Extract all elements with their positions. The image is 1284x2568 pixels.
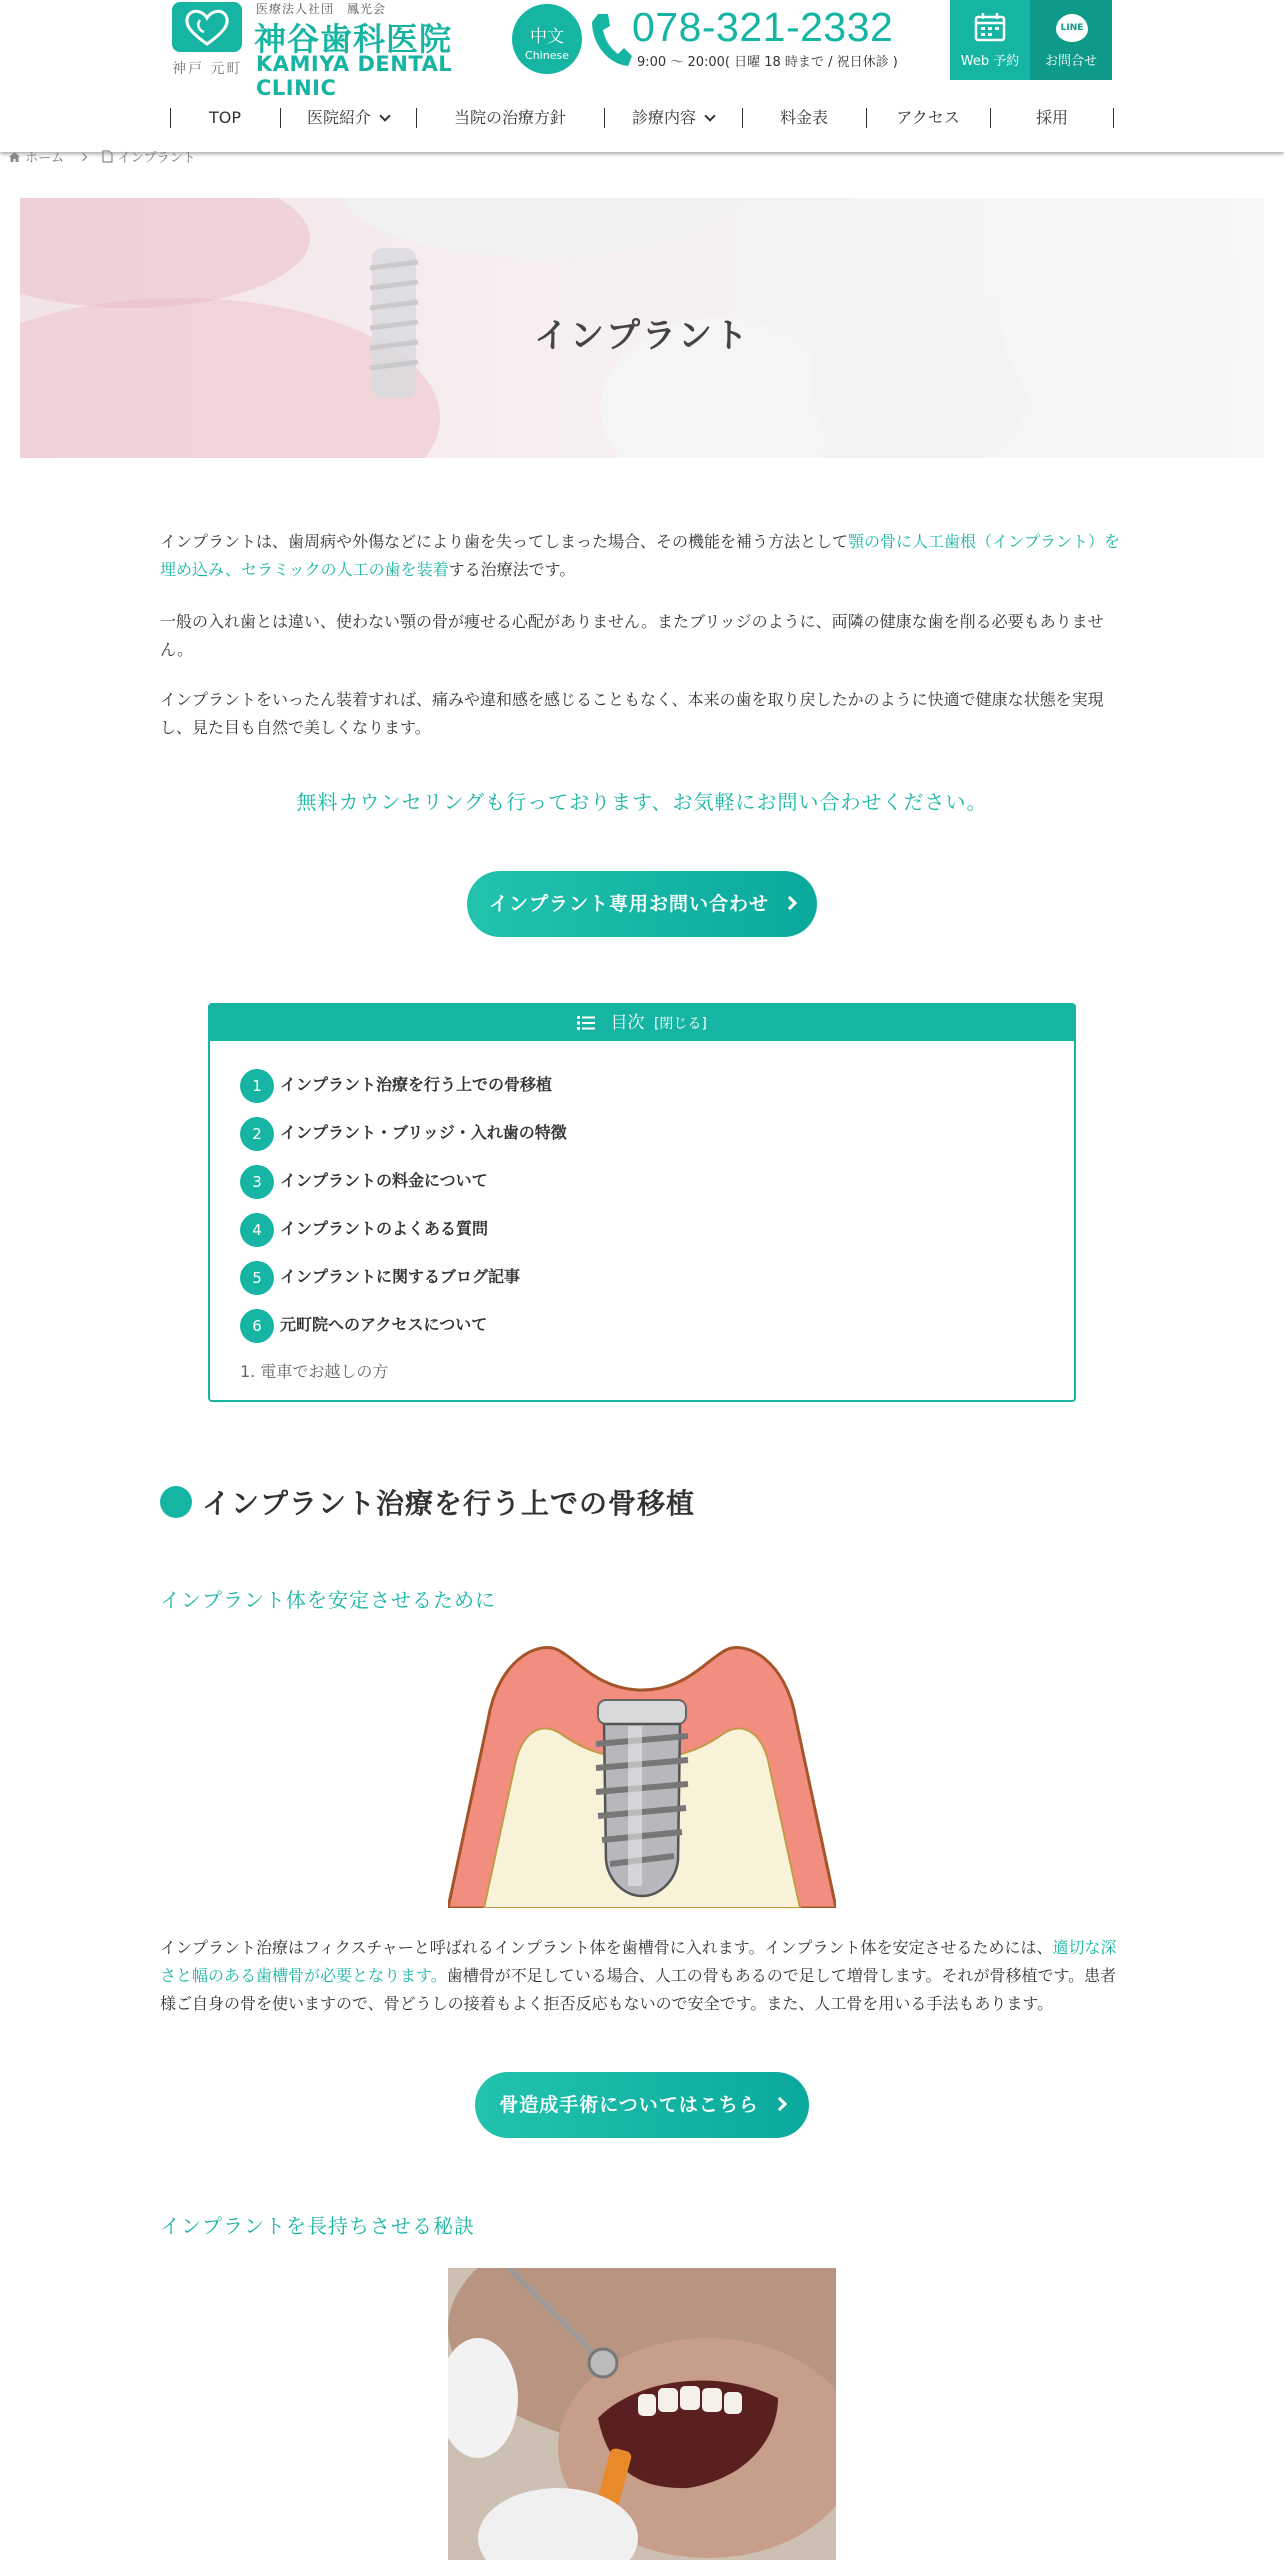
toc-item-number: 3 — [240, 1165, 274, 1199]
nav-recruit[interactable]: 採用 — [1035, 108, 1068, 127]
nav-policy[interactable]: 当院の治療方針 — [453, 108, 566, 127]
phone-icon — [588, 10, 632, 70]
implant-illustration — [448, 1640, 836, 1908]
bone-graft-text-end: 歯槽骨が不足している場合、人工の骨もあるので足して増骨します。それが骨移植です。患者様ご自身の骨を使いますので、骨どうしの接着もよく拒否反応もないので安全です。また、人工骨を用いる手法もあります。 — [160, 1966, 1117, 2013]
bone-augmentation-label: 骨造成手術についてはこちら — [499, 2094, 759, 2116]
nav-services-label: 診療内容 — [631, 108, 696, 127]
free-counseling-text: 無料カウンセリングも行っております、お気軽にお問い合わせください。 — [296, 790, 988, 814]
page-title: インプラント — [534, 316, 750, 356]
toc-item-label: 元町院へのアクセスについて — [280, 1315, 488, 1334]
nav-access[interactable]: アクセス — [896, 108, 960, 127]
nav-prices[interactable]: 料金表 — [779, 108, 828, 127]
breadcrumb — [8, 147, 196, 166]
toc-item[interactable] — [240, 1163, 488, 1199]
web-reservation-label: Web 予約 — [960, 54, 1020, 69]
nav-divider — [1113, 108, 1114, 128]
breadcrumb-current: インプラント — [117, 151, 196, 166]
toc-item-label: インプラント・ブリッジ・入れ歯の特徴 — [280, 1123, 567, 1142]
site-header — [0, 0, 1284, 152]
toc-item[interactable] — [240, 1211, 488, 1247]
intro-p1-text: インプラントは、歯周病や外傷などにより歯を失ってしまった場合、その機能を補う方法として — [160, 532, 849, 551]
bone-graft-paragraph — [160, 1934, 1124, 2018]
bone-graft-paragraph-wrap — [160, 1934, 1124, 2018]
chevron-right-icon — [773, 2097, 787, 2111]
section-heading-text: インプラント治療を行う上での骨移植 — [202, 1487, 696, 1520]
toc-item-label: インプラントの料金について — [280, 1171, 488, 1190]
toc-toggle[interactable]: [閉じる] — [653, 1016, 707, 1032]
nav-top[interactable]: TOP — [208, 108, 241, 127]
breadcrumb-chevron-icon — [79, 152, 87, 160]
toc-sub-item[interactable]: 1. 電車でお越しの方 — [240, 1362, 389, 1381]
chevron-right-icon — [783, 896, 797, 910]
heart-tooth-icon — [172, 2, 242, 52]
hero-banner — [20, 198, 1264, 458]
chinese-sublabel: Chinese — [525, 49, 569, 62]
clinic-logo[interactable] — [170, 0, 470, 100]
nav-about[interactable] — [280, 104, 416, 132]
subheading-stabilize: インプラント体を安定させるために — [160, 1588, 496, 1612]
intro-p1-text-end: する治療法です。 — [448, 560, 576, 579]
toc-item[interactable] — [240, 1259, 520, 1295]
bone-augmentation-button[interactable] — [475, 2072, 809, 2138]
intro-paragraph-3-wrap — [160, 686, 1124, 742]
toc-item-number: 6 — [240, 1309, 274, 1343]
nav-services[interactable] — [604, 104, 742, 132]
home-icon — [8, 151, 21, 163]
toc-header — [210, 1005, 1074, 1041]
main-nav — [170, 104, 1114, 132]
chevron-down-icon — [704, 110, 715, 121]
phone-number[interactable]: 078-321-2332 — [632, 4, 894, 50]
chevron-down-icon — [379, 110, 390, 121]
clinic-name-jp: 神谷歯科医院 — [254, 20, 453, 58]
toc-item-number: 4 — [240, 1213, 274, 1247]
nav-about-label: 医院紹介 — [306, 108, 371, 127]
dental-checkup-photo — [448, 2268, 836, 2560]
breadcrumb-home[interactable]: ホーム — [25, 151, 65, 166]
line-contact-label: お問合せ — [1044, 54, 1097, 69]
implant-inquiry-label: インプラント専用お問い合わせ — [488, 893, 769, 915]
chinese-language-button[interactable] — [512, 4, 582, 74]
toc-item-number: 1 — [240, 1069, 274, 1103]
toc-item[interactable] — [240, 1307, 487, 1343]
bone-graft-text: インプラント治療はフィクスチャーと呼ばれるインプラント体を歯槽骨に入れます。インプラント体を安定させるためには、 — [160, 1938, 1053, 1957]
toc-item-number: 5 — [240, 1261, 274, 1295]
line-contact-button[interactable] — [1030, 0, 1112, 80]
subheading-longevity: インプラントを長持ちさせる秘訣 — [160, 2214, 475, 2238]
intro-paragraph-2: 一般の入れ歯とは違い、使わない顎の骨が痩せる心配がありません。またブリッジのように、両隣の健康な歯を削る必要もありません。 — [160, 612, 1104, 659]
implant-inquiry-button[interactable] — [467, 871, 817, 937]
toc-item-label: インプラントに関するブログ記事 — [280, 1267, 521, 1286]
intro-paragraph-1 — [160, 528, 1124, 584]
web-reservation-button[interactable] — [950, 0, 1030, 80]
intro-paragraph-3: インプラントをいったん装着すれば、痛みや違和感を感じることもなく、本来の歯を取り戻したかのように快適で健康な状態を実現し、見た目も自然で美しくなります。 — [160, 690, 1104, 737]
heading-bullet-icon — [160, 1486, 192, 1518]
intro-paragraph-2-wrap — [160, 608, 1124, 664]
toc-title: 目次 — [610, 1013, 645, 1033]
chinese-label: 中文 — [530, 27, 564, 47]
table-of-contents — [208, 1003, 1076, 1402]
corp-name: 医療法人社団 鳳光会 — [256, 2, 387, 16]
toc-item-label: インプラントのよくある質問 — [280, 1219, 489, 1238]
section-heading-bone-graft — [160, 1482, 695, 1522]
calendar-icon — [974, 12, 1006, 42]
line-icon: LINE — [1056, 14, 1088, 42]
clinic-name-en: KAMIYA DENTAL CLINIC — [256, 52, 453, 100]
list-icon — [577, 1015, 595, 1031]
page-icon — [102, 150, 113, 163]
toc-item[interactable] — [240, 1067, 552, 1103]
toc-item[interactable] — [240, 1115, 567, 1151]
business-hours: 9:00 〜 20:00( 日曜 18 時まで / 祝日休診 ) — [637, 55, 898, 70]
toc-item-number: 2 — [240, 1117, 274, 1151]
toc-item-label: インプラント治療を行う上での骨移植 — [280, 1075, 553, 1094]
intro-p1-highlight: 顎の骨に人工歯根（インプラント）を埋め込み、セラミックの人工の歯を装着 — [160, 532, 1121, 579]
intro-section — [160, 528, 1124, 584]
bone-graft-highlight: 適切な深さと幅のある歯槽骨が必要となります。 — [160, 1938, 1117, 1985]
clinic-location: 神戸 元町 — [172, 61, 243, 77]
